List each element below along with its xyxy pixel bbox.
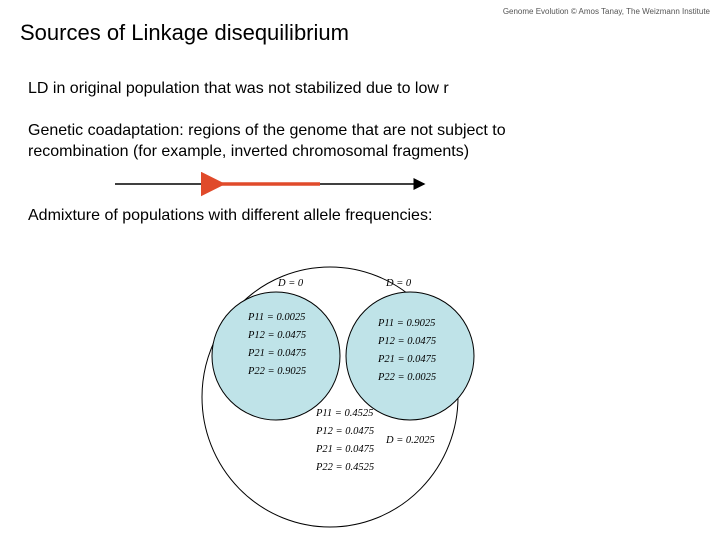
left-p12: P12 = 0.0475 [248,330,307,341]
right-p11: P11 = 0.9025 [378,318,436,329]
slide-title: Sources of Linkage disequilibrium [20,20,349,45]
mixed-p11: P11 = 0.4525 [316,408,374,419]
right-p21: P21 = 0.0475 [378,354,437,365]
right-population-d-label: D = 0 [386,278,412,289]
mixed-p21: P21 = 0.0475 [316,444,375,455]
left-population-d-label: D = 0 [278,278,304,289]
admixture-diagram [202,267,474,527]
bullet-admixture: Admixture of populations with different allele frequencies: [28,207,433,224]
right-p12: P12 = 0.0475 [378,336,437,347]
mixed-population-d-label: D = 0.2025 [386,435,435,446]
slide-credit: Genome Evolution © Amos Tanay, The Weizmann Institute [502,7,710,16]
bullet-low-recombination: LD in original population that was not stabilized due to low r [28,80,449,97]
mixed-p12: P12 = 0.0475 [316,426,375,437]
bullet-genetic-coadaptation: Genetic coadaptation: regions of the genome that are not subject to recombination (for example, inverted chromosomal fragments) [28,122,506,160]
right-p22: P22 = 0.0025 [378,372,437,383]
left-p21: P21 = 0.0475 [248,348,307,359]
mixed-p22: P22 = 0.4525 [316,462,375,473]
left-p11: P11 = 0.0025 [248,312,306,323]
left-p22: P22 = 0.9025 [248,366,307,377]
